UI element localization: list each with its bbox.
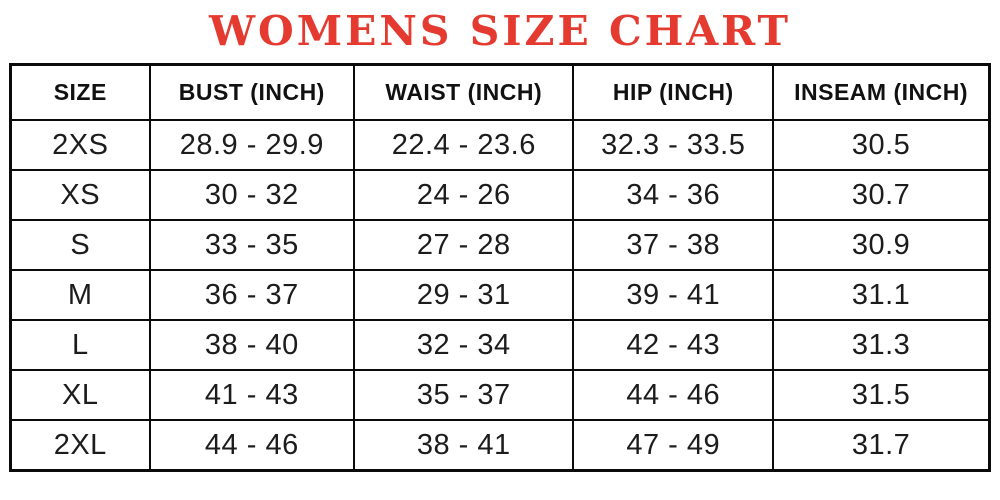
table-body — [11, 120, 990, 471]
measurement-cell: 30.5 — [773, 120, 989, 170]
size-cell: S — [11, 220, 150, 270]
table-row — [11, 420, 990, 471]
table-row — [11, 170, 990, 220]
measurement-cell: 41 - 43 — [150, 370, 355, 420]
size-cell: M — [11, 270, 150, 320]
table-row — [11, 370, 990, 420]
measurement-cell: 44 - 46 — [573, 370, 773, 420]
table-row — [11, 220, 990, 270]
measurement-cell: 31.3 — [773, 320, 989, 370]
measurement-cell: 33 - 35 — [150, 220, 355, 270]
column-header: SIZE — [11, 65, 150, 121]
measurement-cell: 22.4 - 23.6 — [354, 120, 573, 170]
size-cell: 2XL — [11, 420, 150, 471]
table-row — [11, 120, 990, 170]
measurement-cell: 28.9 - 29.9 — [150, 120, 355, 170]
measurement-cell: 35 - 37 — [354, 370, 573, 420]
measurement-cell: 44 - 46 — [150, 420, 355, 471]
measurement-cell: 30.9 — [773, 220, 989, 270]
table-row — [11, 320, 990, 370]
size-chart-table — [9, 63, 991, 472]
column-header: INSEAM (INCH) — [773, 65, 989, 121]
column-header: BUST (INCH) — [150, 65, 355, 121]
measurement-cell: 47 - 49 — [573, 420, 773, 471]
measurement-cell: 31.5 — [773, 370, 989, 420]
size-cell: L — [11, 320, 150, 370]
measurement-cell: 38 - 41 — [354, 420, 573, 471]
column-header: WAIST (INCH) — [354, 65, 573, 121]
measurement-cell: 31.1 — [773, 270, 989, 320]
size-cell: XS — [11, 170, 150, 220]
column-header: HIP (INCH) — [573, 65, 773, 121]
measurement-cell: 27 - 28 — [354, 220, 573, 270]
measurement-cell: 31.7 — [773, 420, 989, 471]
measurement-cell: 24 - 26 — [354, 170, 573, 220]
header-row — [11, 65, 990, 121]
measurement-cell: 29 - 31 — [354, 270, 573, 320]
measurement-cell: 42 - 43 — [573, 320, 773, 370]
measurement-cell: 37 - 38 — [573, 220, 773, 270]
measurement-cell: 32.3 - 33.5 — [573, 120, 773, 170]
size-cell: 2XS — [11, 120, 150, 170]
measurement-cell: 30 - 32 — [150, 170, 355, 220]
measurement-cell: 30.7 — [773, 170, 989, 220]
size-cell: XL — [11, 370, 150, 420]
table-row — [11, 270, 990, 320]
measurement-cell: 32 - 34 — [354, 320, 573, 370]
measurement-cell: 39 - 41 — [573, 270, 773, 320]
table-header — [11, 65, 990, 121]
measurement-cell: 38 - 40 — [150, 320, 355, 370]
measurement-cell: 34 - 36 — [573, 170, 773, 220]
measurement-cell: 36 - 37 — [150, 270, 355, 320]
page-title: WOMENS SIZE CHART — [208, 7, 792, 55]
